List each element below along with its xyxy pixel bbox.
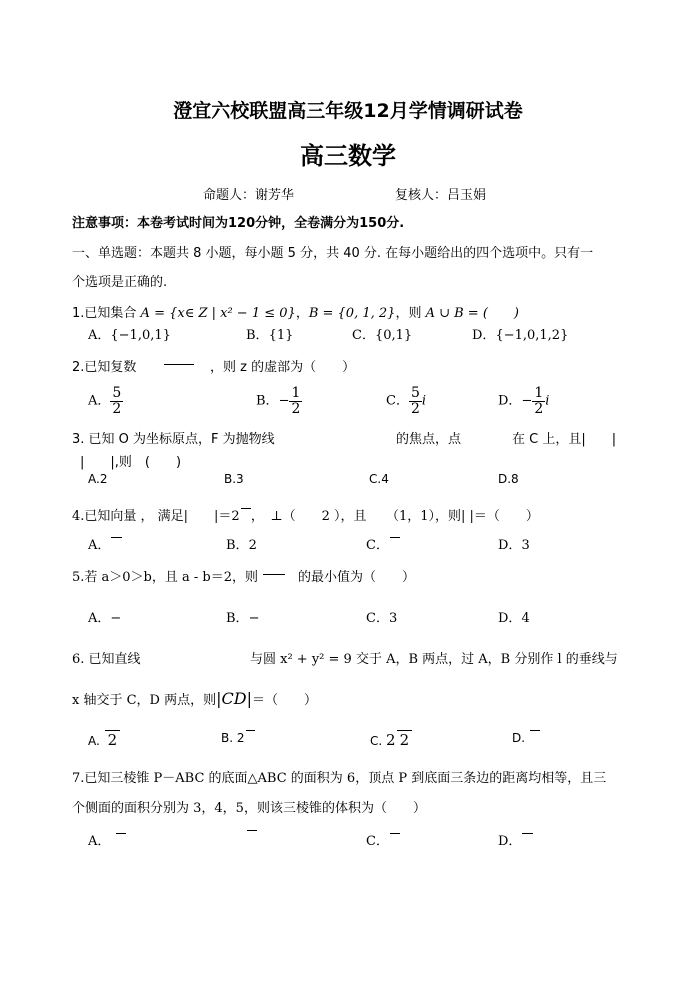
q6-text-c: x 轴交于 C，D 两点，则 — [72, 693, 217, 708]
q4-option-b — [226, 534, 257, 553]
option-label: B． — [226, 611, 249, 626]
option-label: C． — [352, 328, 375, 343]
q1-option-a — [88, 324, 171, 343]
option-value: 3 — [521, 538, 530, 553]
option-label: D. — [512, 731, 526, 745]
question-6-line2 — [72, 689, 317, 708]
q3-text-c: 在 C 上，且| | — [512, 432, 617, 447]
option-label: B． — [256, 393, 279, 409]
notice: 注意事项：本卷考试时间为120分钟，全卷满分为150分. — [72, 216, 405, 231]
q1-set-b: B = {0, 1, 2} — [308, 306, 396, 321]
option-label: C． — [386, 393, 409, 409]
q1-option-d — [472, 324, 568, 343]
q5-text-a: 5.若 a＞0＞b，且 a - b＝2，则 — [72, 570, 259, 585]
option-fraction — [532, 386, 545, 416]
numerator: 5 — [112, 385, 122, 401]
denominator: 2 — [291, 400, 301, 417]
option-sqrt — [390, 537, 400, 553]
option-label: D． — [498, 538, 522, 553]
q1-text-a: 1.已知集合 — [72, 306, 141, 321]
section-heading-line2: 个选项是正确的. — [72, 275, 168, 290]
denominator: 2 — [410, 400, 420, 417]
numerator: 1 — [534, 385, 544, 401]
q3-text-a: 3. 已知 O 为坐标原点，F 为抛物线 — [72, 432, 275, 447]
q5-option-c — [366, 607, 397, 626]
option-radicand: 2 — [105, 730, 121, 749]
q4-option-d — [498, 534, 530, 553]
q7-line2: 个侧面的面积分别为 3，4，5，则该三棱锥的体积为（ ） — [72, 801, 426, 816]
option-label: C. — [370, 734, 383, 748]
q6-option-a — [88, 730, 120, 749]
q6-cd: |CD| — [216, 689, 252, 708]
q6-text-d: ＝（ ） — [251, 693, 317, 708]
setter: 命题人：谢芳华 — [203, 188, 295, 203]
option-value: {1} — [268, 328, 294, 343]
option-value: {0,1} — [374, 328, 413, 343]
option-label: A． — [88, 328, 111, 343]
q7-line1: 7.已知三棱锥 P－ABC 的底面△ABC 的面积为 6，顶点 P 到底面三条边的距离均相等，且三 — [72, 771, 607, 786]
option-coef: 2 — [386, 731, 396, 749]
denominator: 2 — [112, 400, 122, 417]
option-suffix: i — [421, 393, 427, 409]
option-fraction — [289, 386, 302, 416]
q1-text-c: ，则 — [395, 306, 426, 321]
q5-option-d — [498, 607, 530, 626]
option-sqrt — [116, 833, 126, 849]
option-sqrt — [246, 730, 256, 745]
q3-option-a: A.2 — [88, 472, 108, 486]
q7-option-c — [366, 830, 400, 849]
option-label: A． — [88, 393, 111, 409]
section-heading-line1: 一、单选题：本题共 8 小题，每小题 5 分，共 40 分. 在每小题给出的四个选项中。只有一 — [72, 246, 594, 261]
q2-text-a: 2.已知复数 — [72, 360, 137, 375]
q4-option-a — [88, 534, 122, 553]
q2-text-b: ，则 z 的虚部为（ ） — [210, 360, 356, 375]
q3-line2: | |,则 ( ) — [80, 455, 182, 470]
q4-text-b: ， ⊥（ 2 ），且 （1，1），则| |＝（ ） — [250, 509, 539, 524]
option-label: C． — [366, 538, 389, 553]
option-sign: − — [278, 393, 290, 409]
option-label: A． — [88, 834, 111, 849]
option-sqrt — [247, 830, 257, 846]
option-label: D． — [498, 393, 522, 409]
reviewer: 复核人：吕玉娟 — [395, 188, 487, 203]
question-4-stem — [72, 505, 539, 524]
q3-option-b: B.3 — [224, 472, 244, 486]
option-fraction — [110, 386, 123, 416]
option-label: A. — [88, 734, 100, 748]
option-suffix: i — [545, 393, 550, 409]
q2-fraction-bar — [164, 364, 194, 365]
denominator: 2 — [534, 400, 544, 417]
subject-title: 高三数学 — [300, 142, 396, 170]
q7-option-a — [88, 830, 126, 849]
q5-option-b — [226, 607, 259, 626]
option-label: C． — [366, 611, 389, 626]
option-fraction — [409, 386, 422, 416]
option-value: − — [248, 611, 260, 626]
option-label: D． — [498, 834, 522, 849]
q5-fraction-bar — [263, 574, 285, 575]
q6-option-c — [370, 730, 412, 749]
option-sqrt — [522, 833, 532, 849]
option-value: 2 — [248, 538, 257, 553]
q4-text-a: 4.已知向量 ， 满足| |＝2 — [72, 509, 240, 524]
q5-text-b: 的最小值为（ ） — [298, 570, 416, 585]
q5-option-a — [88, 607, 121, 626]
numerator: 5 — [410, 385, 420, 401]
q1-set-a: A = {x∈ Z | x² − 1 ≤ 0} — [140, 306, 296, 321]
q3-option-c: C.4 — [369, 472, 389, 486]
q2-option-c — [386, 386, 426, 416]
option-sqrt — [111, 537, 121, 553]
q1-text-b: ， — [295, 306, 309, 321]
option-label: B． — [226, 538, 249, 553]
q4-option-c — [366, 534, 400, 553]
option-value: 3 — [388, 611, 398, 626]
option-value: 4 — [521, 611, 530, 626]
q3-option-d: D.8 — [498, 472, 519, 486]
q7-option-b — [246, 830, 257, 846]
q2-option-a — [88, 386, 123, 416]
option-sqrt — [530, 730, 540, 745]
option-sqrt — [390, 833, 400, 849]
option-label: C． — [366, 834, 389, 849]
q1-option-b — [246, 324, 293, 343]
q6-text-a: 6. 已知直线 — [72, 652, 141, 667]
numerator: 1 — [291, 385, 301, 401]
q6-option-b — [221, 730, 255, 745]
q1-option-c — [352, 324, 412, 343]
option-label: D． — [472, 328, 496, 343]
q6-option-d — [512, 730, 540, 745]
option-label: A． — [88, 611, 111, 626]
option-label: B． — [246, 328, 269, 343]
exam-title: 澄宜六校联盟高三年级12月学情调研试卷 — [173, 100, 523, 122]
q1-union: A ∪ B = ( ) — [425, 306, 519, 321]
option-label: A． — [88, 538, 111, 553]
option-label: B. 2 — [221, 731, 245, 745]
option-sign: − — [521, 393, 533, 409]
q2-option-b — [256, 386, 302, 416]
q2-option-d — [498, 386, 549, 416]
option-value: {−1,0,1,2} — [495, 328, 569, 343]
q3-text-b: 的焦点，点 — [396, 432, 462, 447]
option-value: − — [110, 611, 122, 626]
q4-sqrt — [241, 508, 251, 524]
q7-option-d — [498, 830, 533, 849]
question-1-stem — [72, 302, 519, 321]
option-value: {−1,0,1} — [110, 328, 171, 343]
option-label: D． — [498, 611, 522, 626]
option-radicand: 2 — [397, 730, 413, 749]
q6-text-b: 与圆 x² + y² = 9 交于 A，B 两点，过 A，B 分别作 l 的垂线与 — [250, 652, 618, 667]
